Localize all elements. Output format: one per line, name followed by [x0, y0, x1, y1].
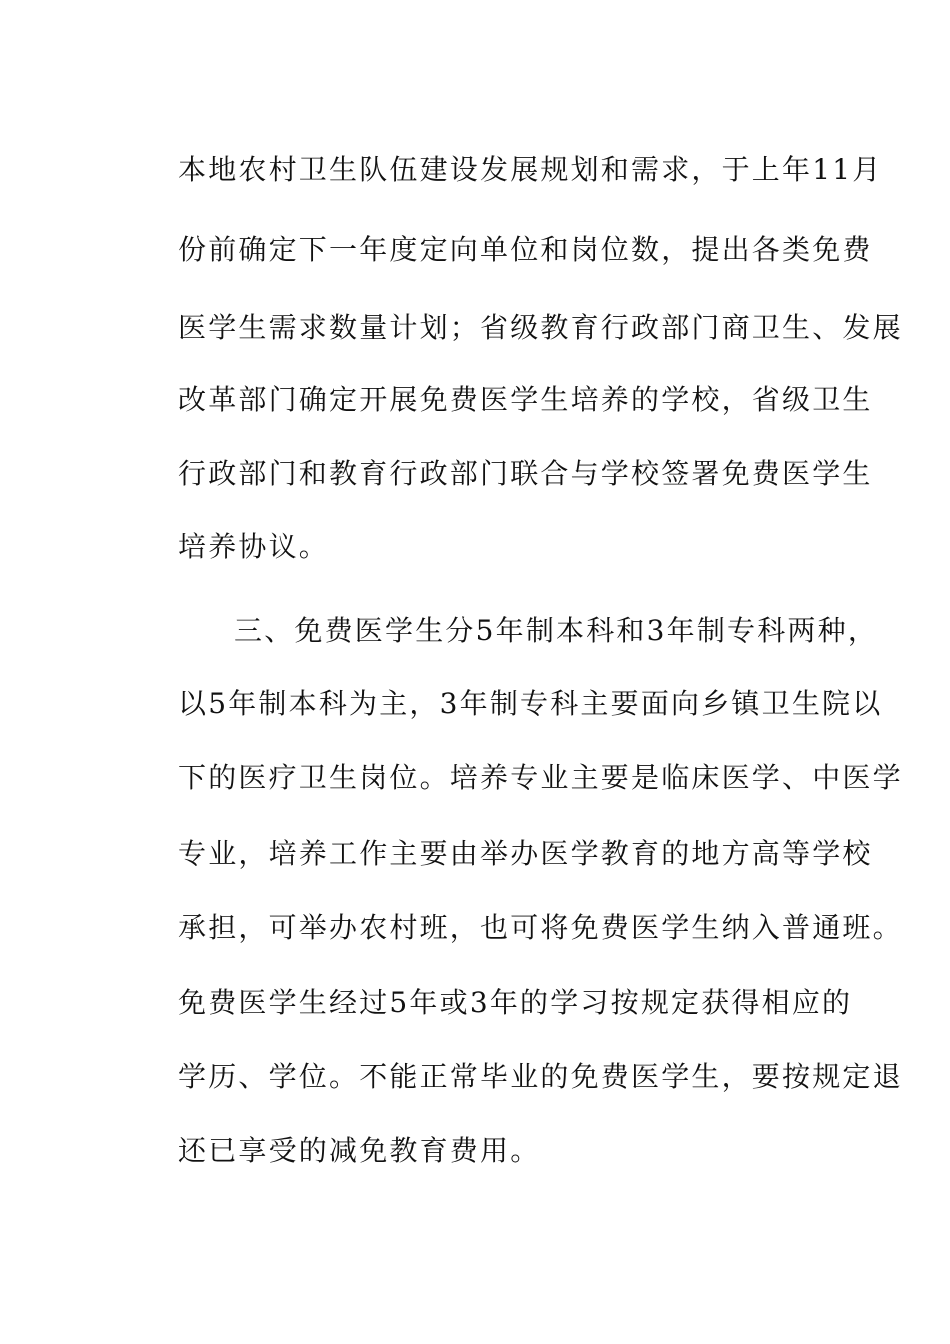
text-line: 三、免费医学生分5年制本科和3年制专科两种，: [234, 614, 879, 647]
text-line: 份前确定下一年度定向单位和岗位数，提出各类免费: [178, 233, 873, 266]
text-line: 医学生需求数量计划；省级教育行政部门商卫生、发展: [178, 311, 903, 344]
text-line: 以5年制本科为主，3年制专科主要面向乡镇卫生院以: [178, 687, 883, 720]
text-line: 还已享受的减免教育费用。: [178, 1134, 541, 1167]
text-line: 行政部门和教育行政部门联合与学校签署免费医学生: [178, 457, 873, 490]
text-line: 承担，可举办农村班，也可将免费医学生纳入普通班。: [178, 911, 903, 944]
text-line: 本地农村卫生队伍建设发展规划和需求，于上年11月: [178, 153, 883, 186]
text-line: 学历、学位。不能正常毕业的免费医学生，要按规定退: [178, 1060, 903, 1093]
text-line: 培养协议。: [178, 530, 330, 563]
text-line: 下的医疗卫生岗位。培养专业主要是临床医学、中医学: [178, 761, 903, 794]
text-line: 免费医学生经过5年或3年的学习按规定获得相应的: [178, 986, 853, 1019]
text-line: 专业，培养工作主要由举办医学教育的地方高等学校: [178, 837, 873, 870]
text-line: 改革部门确定开展免费医学生培养的学校，省级卫生: [178, 383, 873, 416]
